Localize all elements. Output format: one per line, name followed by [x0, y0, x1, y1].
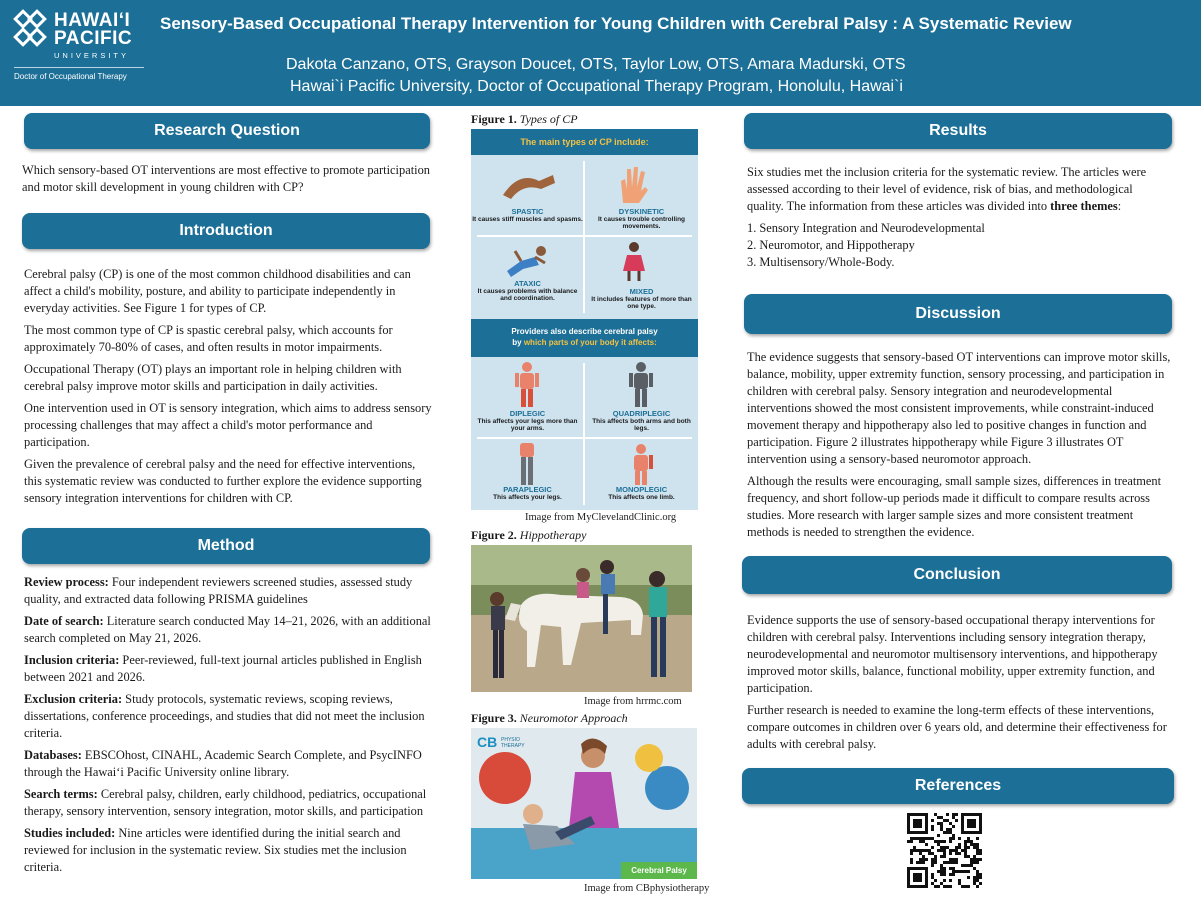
- method-item: Inclusion criteria: Peer-reviewed, full-text journal articles published in English between 2021 and 2026.: [24, 653, 422, 684]
- ataxic-figure-icon: [501, 243, 551, 279]
- results-paragraph: Six studies met the inclusion criteria for the systematic review. The articles were assessed according to their level of evidence, risk of bias, and methodological quality. The information from these articles was divided into three themes:: [747, 165, 1147, 213]
- introduction-heading: Introduction: [22, 213, 430, 249]
- poster-authors: Dakota Canzano, OTS, Grayson Doucet, OTS, Taylor Low, OTS, Amara Madurski, OTS: [286, 56, 906, 73]
- introduction-body: [24, 266, 434, 512]
- cbphysio-logo-sub: PHYSIO THERAPY: [501, 737, 525, 749]
- cerebral-palsy-tag: Cerebral Palsy: [621, 862, 697, 879]
- intro-paragraph: One intervention used in OT is sensory integration, which aims to address sensory processing challenges that may affect a child's motor performance and participation.: [24, 401, 432, 449]
- university-logo: [14, 10, 144, 81]
- intro-paragraph: Cerebral palsy (CP) is one of the most common childhood disabilities and can affect a child's mobility, posture, and ability to participate independently in everyday activities. See Figure 1 for types of CP.: [24, 267, 411, 315]
- discussion-body: [747, 349, 1171, 546]
- intro-paragraph: Given the prevalence of cerebral palsy and the need for effective interventions, this systematic review was conducted to further explore the evidence supporting sensory integration interventions for children with CP.: [24, 457, 422, 505]
- logo-university: UNIVERSITY: [54, 51, 130, 60]
- discussion-paragraph: Although the results were encouraging, small sample sizes, differences in treatment frequency, and short follow-up periods made it difficult to compare results across studies. More research with larger sample sizes and more consistent treatment methods is needed to strengthen the evidence.: [747, 474, 1162, 539]
- figure1-credit: Image from MyClevelandClinic.org: [525, 512, 677, 523]
- poster-title: Sensory-Based Occupational Therapy Intervention for Young Children with Cerebral Palsy : A Systematic Review: [160, 14, 1072, 33]
- results-theme: 1. Sensory Integration and Neurodevelopmental: [747, 221, 985, 235]
- method-body: [24, 574, 434, 881]
- method-item: Studies included: Nine articles were identified during the initial search and reviewed for inclusion in the systematic review. Six studies met the inclusion criteria.: [24, 826, 407, 874]
- figure2-caption: Figure 2. Hippotherapy: [471, 528, 587, 542]
- cp-part-paraplegic: PARAPLEGIC This affects your legs.: [493, 485, 562, 501]
- references-qr-code[interactable]: [907, 813, 984, 889]
- method-item: Databases: EBSCOhost, CINAHL, Academic Search Complete, and PsycINFO through the Hawaiʻi Pacific University online library.: [24, 748, 422, 779]
- discussion-paragraph: The evidence suggests that sensory-based OT interventions can improve motor skills, balance, mobility, upper extremity function, sensory processing, and participation in children with cerebral palsy. Sensory integration and neurodevelopmental interventions showed the most consistent improvements, while constraint-induced movement therapy and hippotherapy also led to positive changes in function and participation. Figure 2 illustrates hippotherapy while Figure 3 illustrates OT intervention using a sensory-based neuromotor approach.: [747, 350, 1171, 466]
- hippotherapy-scene-image: [471, 545, 692, 692]
- cp-part-quadriplegic: QUADRIPLEGIC This affects both arms and both legs.: [592, 409, 691, 432]
- logo-subtitle: Doctor of Occupational Therapy: [14, 67, 144, 81]
- paraplegic-body-icon: [513, 443, 541, 487]
- monoplegic-body-icon: [627, 443, 655, 487]
- mixed-figure-icon: [619, 241, 649, 281]
- poster-affiliation: Hawai`i Pacific University, Doctor of Occupational Therapy Program, Honolulu, Hawai`i: [290, 78, 903, 95]
- cp-body-parts-band: Providers also describe cerebral palsy by which parts of your body it affects:: [471, 319, 698, 357]
- conclusion-paragraph: Further research is needed to examine the long-term effects of these interventions, compare outcomes in children over 6 years old, and determine their effectiveness for adults with cerebral palsy.: [747, 703, 1167, 751]
- intro-paragraph: Occupational Therapy (OT) plays an important role in helping children with cerebral palsy improve motor skills and participation in daily activities.: [24, 362, 402, 393]
- discussion-heading: Discussion: [744, 294, 1172, 334]
- figure2-credit: Image from hrrmc.com: [584, 696, 682, 707]
- figure2-hippotherapy-photo: [471, 545, 692, 692]
- logo-line2: PACIFIC: [54, 28, 133, 49]
- intro-paragraph: The most common type of CP is spastic cerebral palsy, which accounts for approximately 70-80% of cases, and often results in motor impairments.: [24, 323, 393, 354]
- results-theme: 2. Neuromotor, and Hippotherapy: [747, 238, 915, 252]
- results-theme: 3. Multisensory/Whole-Body.: [747, 255, 895, 269]
- conclusion-heading: Conclusion: [742, 556, 1172, 594]
- results-body: [747, 164, 1167, 271]
- poster-header: [0, 0, 1201, 106]
- cp-type-spastic: SPASTIC It causes stiff muscles and spasms.: [472, 207, 583, 223]
- figure1-cp-types-infographic: [471, 129, 698, 510]
- research-question-heading: Research Question: [24, 113, 430, 149]
- conclusion-body: [747, 612, 1171, 758]
- research-question-body: [22, 162, 434, 201]
- cp-part-monoplegic: MONOPLEGIC This affects one limb.: [608, 485, 675, 501]
- references-heading: References: [742, 768, 1174, 804]
- method-heading: Method: [22, 528, 430, 564]
- cp-chart-header: The main types of CP include:: [471, 129, 698, 155]
- diplegic-body-icon: [513, 361, 541, 407]
- cp-part-diplegic: DIPLEGIC This affects your legs more than your arms.: [477, 409, 578, 432]
- method-item: Review process: Four independent reviewers screened studies, assessed study quality, and extracted data following PRISMA guidelines: [24, 575, 413, 606]
- cp-type-ataxic: ATAXIC It causes problems with balance and coordination.: [477, 279, 578, 302]
- cbphysio-logo: CB: [477, 734, 498, 750]
- cp-type-mixed: MIXED It includes features of more than one type.: [591, 287, 692, 310]
- figure1-caption: Figure 1. Types of CP: [471, 112, 578, 126]
- cp-type-dyskinetic: DYSKINETIC It causes trouble controlling movements.: [597, 207, 686, 230]
- figure3-neuromotor-photo: [471, 728, 697, 879]
- research-question-text: Which sensory-based OT interventions are most effective to promote participation and motor skill development in young children with CP?: [22, 163, 430, 194]
- logo-emblem-icon: [14, 10, 48, 50]
- neuromotor-scene-image: [471, 728, 697, 879]
- method-item: Date of search: Literature search conducted May 14–21, 2026, with an additional search completed on May 21, 2026.: [24, 614, 431, 645]
- qr-code-icon: [907, 813, 984, 889]
- dyskinetic-hand-icon: [615, 163, 649, 205]
- logo-line1: HAWAIʻI: [54, 10, 131, 31]
- conclusion-paragraph: Evidence supports the use of sensory-based occupational therapy interventions for children with cerebral palsy. Interventions including sensory integration therapy, neurodevelopmental and neuromotor multisensory interventions, and hippotherapy improved motor skills, balance, functional mobility, upper extremity function, and participation.: [747, 613, 1158, 695]
- method-item: Search terms: Cerebral palsy, children, early childhood, pediatrics, occupational therapy, sensory intervention, sensory integration, motor skills, and participation: [24, 787, 427, 818]
- results-themes-list: [747, 220, 1167, 271]
- figure3-caption: Figure 3. Neuromotor Approach: [471, 711, 628, 725]
- method-item: Exclusion criteria: Study protocols, systematic reviews, scoping reviews, dissertations, conference proceedings, and studies that did not meet the inclusion criteria.: [24, 692, 425, 740]
- spastic-arm-icon: [499, 165, 559, 205]
- figure3-credit: Image from CBphysiotherapy: [584, 883, 710, 894]
- quadriplegic-body-icon: [627, 361, 655, 407]
- results-heading: Results: [744, 113, 1172, 149]
